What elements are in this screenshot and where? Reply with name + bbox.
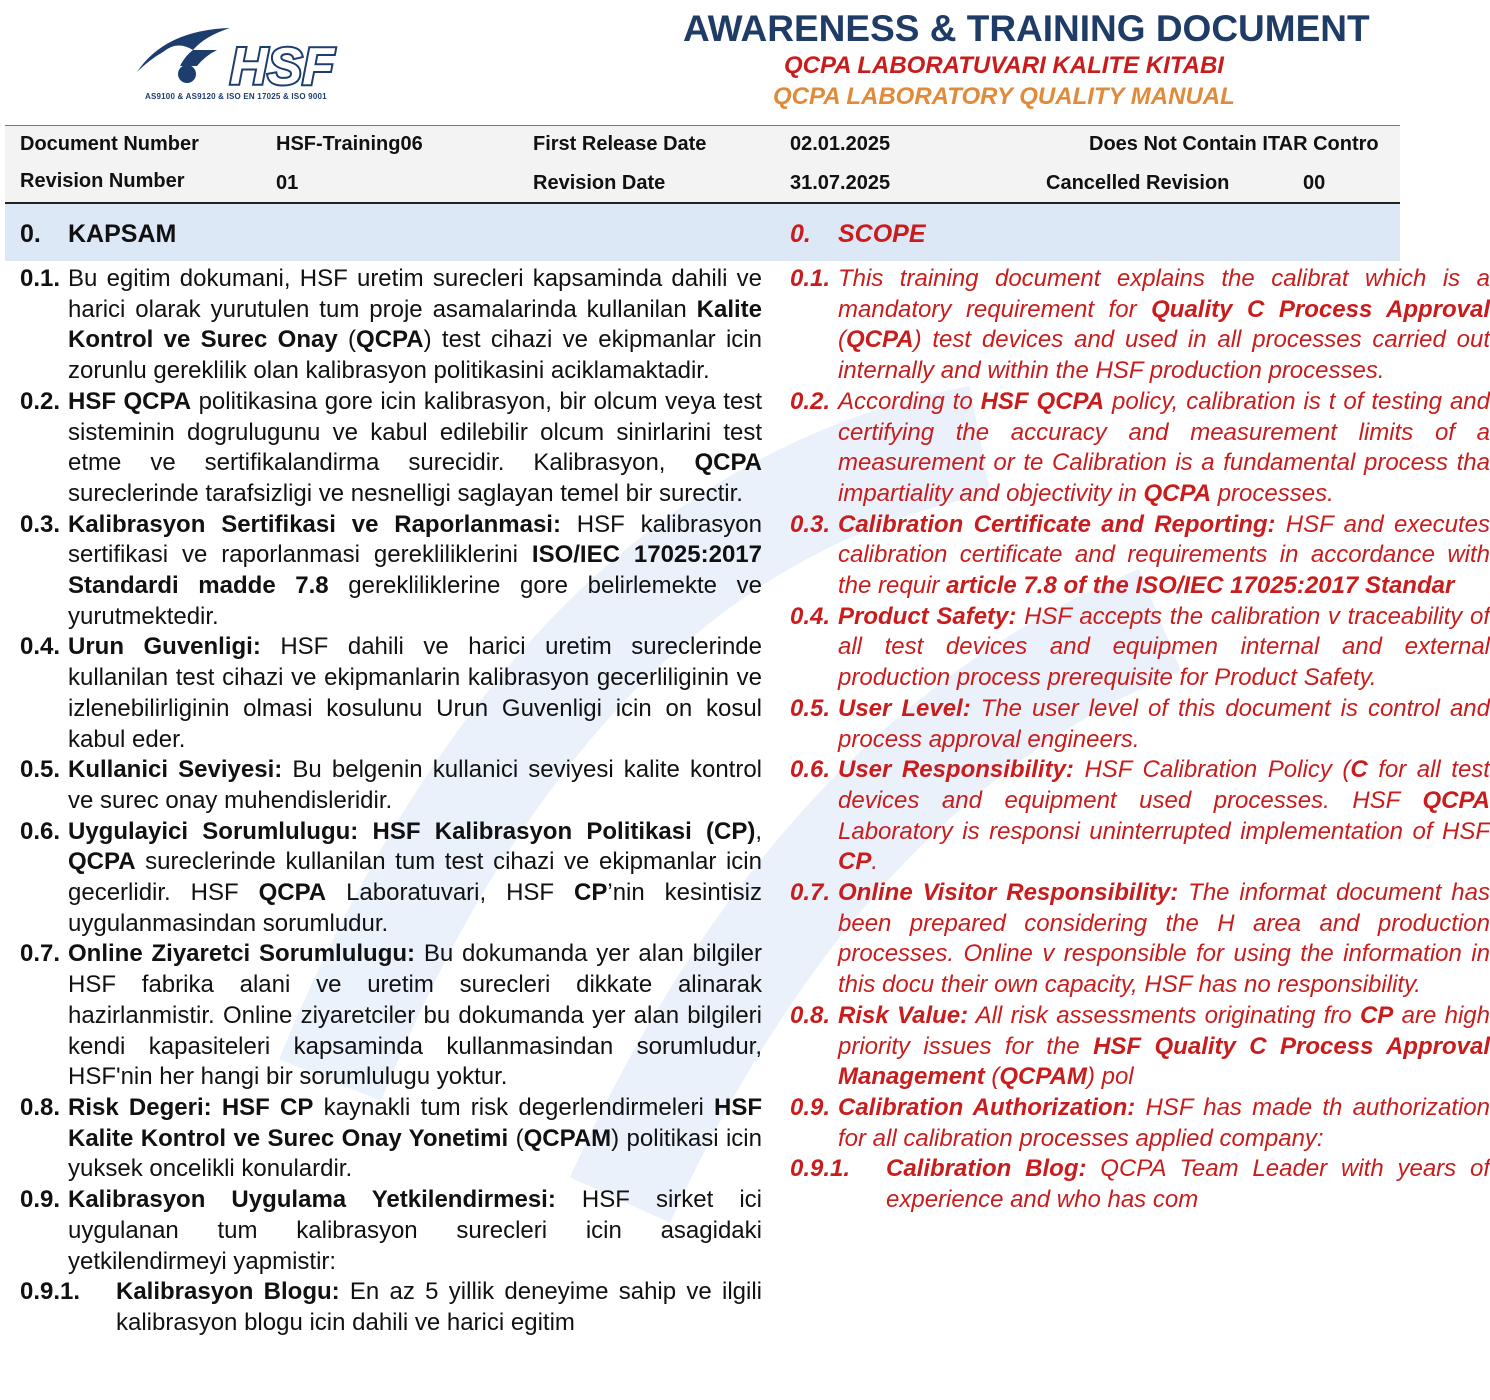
doc-number-value: HSF-Training06: [276, 133, 423, 155]
paragraph-number: 0.3.: [20, 510, 61, 538]
bold-text: QCPA: [258, 879, 327, 907]
bold-text: HSF Quality C: [1093, 1032, 1267, 1060]
bold-text: QCPA: [1143, 479, 1212, 507]
en-paragraph: [790, 264, 1490, 387]
en-paragraph: [790, 602, 1490, 694]
itar-label: Does Not Contain ITAR Contro: [1089, 133, 1379, 155]
paragraph-text: [68, 387, 762, 510]
bold-text: Online Ziyaretci Sorumlulugu:: [68, 940, 416, 968]
text-run: (: [508, 1124, 524, 1152]
bold-text: User Responsibility:: [838, 756, 1074, 784]
tr-paragraph: [20, 387, 762, 510]
bold-text: HSF Kalite Kontrol ve Surec Onay Yonetimi: [68, 1093, 762, 1152]
en-paragraph: [790, 387, 1490, 510]
paragraph-text: [886, 1154, 1490, 1215]
first-release-value: 02.01.2025: [790, 133, 891, 155]
text-run: kaynakli tum risk degerlendirmeleri: [313, 1093, 714, 1121]
text-run: sureclerinde tarafsizligi ve nesnelligi saglayan temel bir surectir.: [68, 479, 743, 507]
text-run: processes.: [1211, 479, 1334, 507]
bold-text: Process Approval: [1278, 295, 1490, 323]
paragraph-text: [838, 510, 1490, 602]
tr-paragraph: [20, 817, 762, 940]
bold-text: CP: [1359, 1001, 1394, 1029]
text-run: En az 5 yillik deneyime sahip ve ilgili kalibrasyon blogu icin dahili ve harici egitim: [116, 1278, 763, 1336]
bold-text: Calibration Certificate and Reporting:: [838, 510, 1276, 538]
bold-text: Kalibrasyon Blogu:: [116, 1278, 340, 1306]
document-header: [0, 0, 1400, 125]
paragraph-text: [838, 1001, 1490, 1093]
bold-text: CP: [574, 879, 608, 907]
en-paragraph: [790, 878, 1490, 1001]
paragraph-text: [838, 755, 1490, 878]
text-run: sureclerinde kullanilan tum test cihazi ve ekipmanlar icin gecerlidir. HSF: [68, 848, 762, 907]
document-subtitle-en: QCPA LABORATORY QUALITY MANUAL: [773, 83, 1235, 110]
text-run: policy, calibration is t of testing and certifying the accuracy and measurement limits of a measurement or te Calibration is a fundamental process tha impartiality and objectivity in: [838, 387, 1490, 507]
text-run: (: [984, 1063, 1000, 1091]
paragraph-text: [68, 1093, 762, 1185]
paragraph-number: 0.9.1.: [790, 1155, 851, 1183]
bold-text: CP: [838, 848, 872, 876]
paragraph-text: [68, 755, 762, 816]
document-subtitle-tr: QCPA LABORATUVARI KALITE KITABI: [784, 52, 1224, 79]
paragraph-number: 0.2.: [790, 387, 831, 415]
text-run: HSF Calibration Policy (: [1073, 756, 1351, 784]
bold-text: HSF QCPA: [980, 387, 1105, 415]
section-number-en: 0.: [790, 220, 811, 248]
text-run: gerekliliklerine gore belirlemekte ve yurutmektedir.: [68, 572, 762, 630]
bold-text: Kullanici Seviyesi:: [68, 756, 283, 784]
text-run: (: [838, 326, 846, 354]
paragraph-number: 0.5.: [20, 756, 61, 784]
en-paragraph: [790, 510, 1490, 602]
tr-paragraph: [20, 1093, 762, 1185]
text-run: ) politikasi icin yuksek oncelikli konulardir.: [68, 1124, 762, 1183]
bold-text: HSF QCPA: [68, 387, 192, 415]
revision-date-value: 31.07.2025: [790, 172, 891, 194]
en-paragraph: [790, 694, 1490, 755]
revision-number-label: Revision Number: [20, 170, 185, 192]
paragraph-number: 0.7.: [20, 940, 61, 968]
paragraph-text: [838, 878, 1490, 1001]
bold-text: Online Visitor Responsibility:: [838, 879, 1179, 907]
text-run: are high priority issues for the: [838, 1001, 1490, 1060]
paragraph-number: 0.9.: [790, 1093, 831, 1121]
paragraph-text: [838, 1093, 1490, 1154]
text-run: which is a mandatory requirement for: [838, 265, 1490, 323]
text-run: HSF sirket ici uygulanan tum kalibrasyon surecleri icin asagidaki yetkilendirmeyi yapmistir:: [68, 1186, 763, 1275]
doc-number-label: Document Number: [20, 133, 199, 155]
bold-text: QCPA: [356, 326, 424, 354]
paragraph-number: 0.8.: [790, 1001, 831, 1029]
cancelled-revision-value: 00: [1303, 172, 1326, 194]
text-run: QCPA Team Leader with years of experience and who has com: [886, 1155, 1490, 1214]
text-run: According to: [838, 387, 981, 415]
text-run: .: [871, 848, 879, 876]
paragraph-text: [838, 602, 1490, 694]
en-paragraph: [790, 1154, 1490, 1215]
text-run: for all test devices and equipment used processes. HSF: [838, 756, 1490, 814]
text-run: All risk assessments originating fro: [968, 1001, 1360, 1029]
bold-text: Kalite Kontrol ve Surec Onay: [68, 295, 762, 354]
text-run: politikasina gore icin kalibrasyon, bir olcum veya test sisteminin dogrulugunu ve kabul edilebilir olcum sinirlarini test etme ve sertifikalandirma surecidir. Kalibrasyon,: [68, 387, 762, 477]
bold-text: QCPAM: [999, 1063, 1087, 1091]
paragraph-number: 0.2.: [20, 387, 61, 415]
paragraph-number: 0.4.: [20, 633, 61, 661]
text-run: HSF accepts the calibration v traceability of all test devices and equipmen internal and external production process prerequisite for Product Safety.: [838, 602, 1490, 692]
text-run: ) pol: [1086, 1063, 1134, 1091]
en-paragraph: [790, 755, 1490, 878]
paragraph-text: [68, 817, 762, 940]
text-run: HSF and executes calibration certificate and requirements in accordance with the requir: [838, 510, 1490, 600]
bold-text: QCPA: [1422, 786, 1490, 814]
bold-text: QCPA: [846, 326, 914, 354]
text-run: Bu belgenin kullanici seviyesi kalite kontrol ve surec onay muhendisleridir.: [68, 756, 763, 814]
paragraph-text: [68, 264, 762, 387]
text-run: (: [337, 326, 357, 354]
section-title-en: SCOPE: [838, 220, 926, 248]
logo-certifications: AS9100 & AS9120 & ISO EN 17025 & ISO 9001: [145, 92, 327, 101]
bold-text: Product Safety:: [838, 602, 1017, 630]
en-paragraph: [790, 1001, 1490, 1093]
paragraph-number: 0.9.1.: [20, 1278, 81, 1306]
paragraph-text: [838, 694, 1490, 755]
paragraph-number: 0.3.: [790, 510, 831, 538]
paragraph-number: 0.6.: [790, 756, 831, 784]
paragraph-number: 0.8.: [20, 1093, 61, 1121]
paragraph-text: [68, 510, 762, 633]
paragraph-number: 0.1.: [790, 265, 831, 292]
first-release-label: First Release Date: [533, 133, 707, 155]
bold-text: article 7.8 of the ISO/IEC 17025:2017 Standar: [946, 572, 1455, 600]
en-paragraph: [790, 1093, 1490, 1154]
text-run: [1267, 1033, 1280, 1060]
text-run: [1264, 296, 1279, 323]
revision-date-label: Revision Date: [533, 172, 666, 194]
tr-paragraph: [20, 264, 762, 387]
bold-text: Calibration Authorization:: [838, 1093, 1136, 1121]
section-heading-band: [5, 203, 1400, 261]
tr-paragraph: [20, 1185, 762, 1277]
text-run: The user level of this document is control and process approval engineers.: [838, 694, 1490, 753]
section-title-tr: KAPSAM: [68, 220, 177, 248]
paragraph-text: [838, 264, 1490, 387]
cancelled-revision-label: Cancelled Revision: [1046, 172, 1230, 194]
paragraph-text: [68, 1185, 762, 1277]
tr-paragraph: [20, 510, 762, 633]
bold-text: Kalibrasyon Sertifikasi ve Raporlanmasi:: [68, 510, 561, 538]
text-run: ) test devices and used in all processes carried out internally and within the HSF production processes.: [838, 326, 1490, 385]
paragraph-number: 0.9.: [20, 1186, 61, 1214]
bold-text: ISO/IEC 17025:2017 Standardi madde 7.8: [68, 541, 763, 600]
bold-text: Kalibrasyon Uygulama Yetkilendirmesi:: [68, 1186, 556, 1214]
paragraph-number: 0.4.: [790, 602, 831, 630]
logo-wordmark: HSF: [230, 38, 334, 96]
text-run: Laboratuvari, HSF: [326, 879, 575, 907]
revision-number-value: 01: [276, 172, 299, 194]
tr-paragraph: [20, 1277, 762, 1338]
document-meta-table: [5, 125, 1400, 204]
tr-paragraph: [20, 755, 762, 816]
document-title: AWARENESS & TRAINING DOCUMENT: [683, 8, 1370, 49]
text-run: HSF kalibrasyon sertifikasi ve raporlanmasi gerekliliklerini: [68, 510, 762, 569]
english-column: [790, 264, 1490, 1216]
bold-text: Process Approval Management: [838, 1032, 1490, 1091]
tr-paragraph: [20, 632, 762, 755]
text-run: ,: [755, 817, 762, 845]
tr-paragraph: [20, 939, 762, 1093]
bold-text: Uygulayici Sorumlulugu: HSF Kalibrasyon Politikasi (CP): [68, 817, 756, 845]
text-run: Bu egitim dokumani, HSF uretim surecleri kapsaminda dahili ve harici olarak yurutulen tum proje asamalarinda kullanilan: [68, 265, 762, 323]
paragraph-text: [116, 1277, 762, 1338]
bold-text: QCPAM: [523, 1124, 612, 1152]
text-run: ’nin kesintisiz uygulanmasindan sorumludur.: [68, 879, 763, 937]
paragraph-text: [838, 387, 1490, 510]
bold-text: Risk Degeri: HSF CP: [68, 1093, 314, 1121]
bold-text: C: [1350, 756, 1368, 784]
bold-text: Quality C: [1151, 295, 1265, 323]
text-run: Laboratory is responsi uninterrupted implementation of HSF: [838, 817, 1490, 845]
paragraph-text: [68, 939, 762, 1093]
paragraph-text: [68, 632, 762, 755]
bold-text: Urun Guvenligi:: [68, 633, 261, 661]
paragraph-number: 0.6.: [20, 817, 61, 845]
section-number-tr: 0.: [20, 220, 41, 248]
text-run: This training document explains the calibrat: [838, 265, 1349, 292]
text-run: HSF dahili ve harici uretim sureclerinde kullanilan test cihazi ve ekipmanlarin kalibrasyon gecerliliginin ve izlenebilirliginin olmasi kosulunu Urun Guvenligi icin on kosul kabul eder.: [68, 633, 762, 753]
turkish-column: [20, 264, 762, 1339]
bold-text: Risk Value:: [838, 1001, 969, 1029]
text-run: Bu dokumanda yer alan bilgiler HSF fabrika alani ve uretim surecleri dikkate alinarak hazirlanmistir. Online ziyaretciler bu dokumanda yer alan bilgileri kendi kapasiteleri kapsaminda kullanmasindan sorumludur, HSF'nin her hangi bir sorumlulugu yoktur.: [68, 940, 762, 1091]
text-run: HSF has made th authorization for all calibration processes applied company:: [838, 1093, 1490, 1152]
bold-text: QCPA: [694, 449, 762, 477]
bold-text: Calibration Blog:: [886, 1155, 1087, 1183]
text-run: The informat document has been prepared considering the H area and production processes. Online v responsible for using the information in this docu their own capacity, HSF has no responsibility.: [838, 879, 1490, 999]
bold-text: User Level:: [838, 694, 971, 722]
bold-text: QCPA: [68, 848, 136, 876]
text-run: ) test cihazi ve ekipmanlar icin zorunlu gereklilik olan kalibrasyon politikasini aciklamaktadir.: [68, 326, 762, 385]
paragraph-number: 0.1.: [20, 265, 61, 292]
paragraph-number: 0.7.: [790, 879, 831, 907]
paragraph-number: 0.5.: [790, 694, 831, 722]
